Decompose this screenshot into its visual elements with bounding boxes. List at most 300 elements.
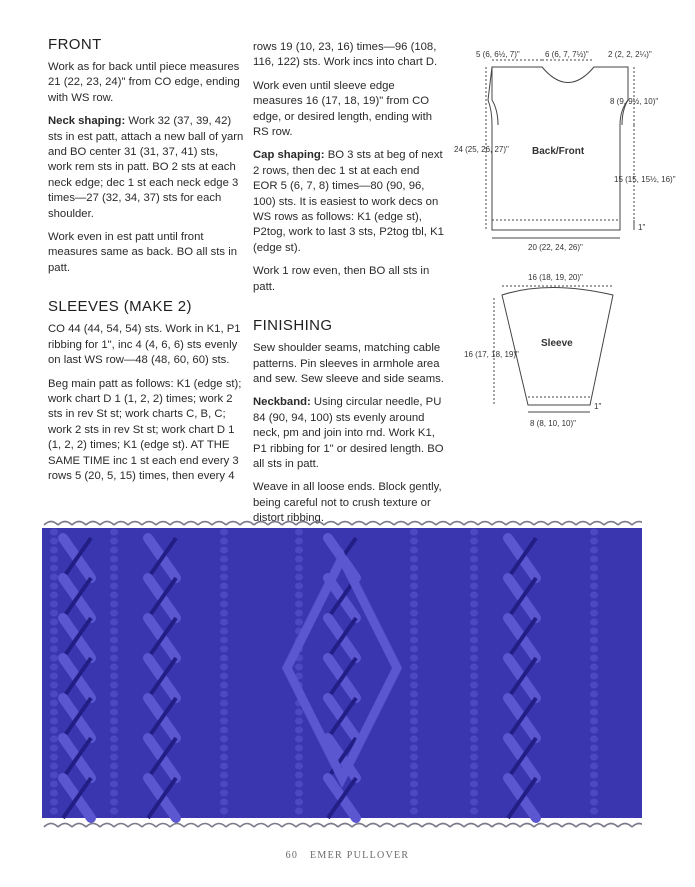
rope-twist xyxy=(394,824,408,828)
rib-stitch xyxy=(590,763,598,770)
rib-stitch xyxy=(110,574,118,581)
rib-stitch xyxy=(410,565,418,572)
rope-twist xyxy=(604,522,618,526)
rib-stitch xyxy=(410,673,418,680)
rib-stitch xyxy=(295,709,303,716)
rib-stitch xyxy=(295,790,303,797)
rib-stitch xyxy=(590,646,598,653)
rib-stitch xyxy=(50,637,58,644)
knit-swatch-photo xyxy=(42,518,642,830)
rib-stitch xyxy=(590,718,598,725)
rib-stitch xyxy=(410,754,418,761)
rib-stitch xyxy=(110,709,118,716)
rope-twist xyxy=(618,824,632,828)
rib-stitch xyxy=(590,808,598,815)
rib-stitch xyxy=(470,682,478,689)
rib-stitch xyxy=(295,727,303,734)
neckband-label: Neckband: xyxy=(253,396,311,409)
rope-twist xyxy=(562,522,576,526)
rib-stitch xyxy=(220,592,228,599)
rib-stitch xyxy=(470,700,478,707)
rope-twist xyxy=(562,824,576,828)
rib-stitch xyxy=(110,736,118,743)
rib-stitch xyxy=(110,601,118,608)
rib-stitch xyxy=(50,592,58,599)
rib-stitch xyxy=(410,736,418,743)
rib-stitch xyxy=(110,673,118,680)
rib-stitch xyxy=(590,700,598,707)
rib-stitch xyxy=(220,754,228,761)
rib-stitch xyxy=(410,727,418,734)
rope-twist xyxy=(352,522,366,526)
rib-stitch xyxy=(590,538,598,545)
rib-stitch xyxy=(110,637,118,644)
rope-twist xyxy=(422,824,436,828)
rib-stitch xyxy=(410,646,418,653)
rope-twist xyxy=(436,824,450,828)
rib-stitch xyxy=(110,691,118,698)
rope-twist xyxy=(268,522,282,526)
rib-stitch xyxy=(470,781,478,788)
cuff-label: 8 (8, 10, 10)" xyxy=(530,419,576,428)
rib-stitch xyxy=(110,529,118,536)
rib-stitch xyxy=(50,601,58,608)
rib-stitch xyxy=(110,772,118,779)
rib-stitch xyxy=(590,664,598,671)
rib-stitch xyxy=(410,592,418,599)
rib-stitch xyxy=(220,619,228,626)
rib-stitch xyxy=(470,718,478,725)
length-label: 24 (25, 26, 27)" xyxy=(454,145,509,154)
rib-stitch xyxy=(590,583,598,590)
rope-twist xyxy=(478,824,492,828)
rib-stitch xyxy=(295,781,303,788)
sleeve-schematic xyxy=(494,286,613,412)
sleeves-heading: SLEEVES (MAKE 2) xyxy=(48,298,192,316)
rope-twist xyxy=(128,824,142,828)
neck-shaping-label: Neck shaping: xyxy=(48,115,126,128)
rib-stitch xyxy=(50,673,58,680)
sleeve-length-label: 16 (17, 18, 19)" xyxy=(464,350,519,359)
rib-stitch xyxy=(470,547,478,554)
rib-stitch xyxy=(295,574,303,581)
rope-twist xyxy=(58,824,72,828)
rope-twist xyxy=(128,522,142,526)
rib-stitch xyxy=(110,790,118,797)
rope-twist xyxy=(534,824,548,828)
rib-stitch xyxy=(470,790,478,797)
rope-twist xyxy=(506,522,520,526)
rope-twist xyxy=(380,522,394,526)
neckband-text: Using circular needle, PU 84 (90, 94, 100) sts evenly around neck, pm and join into rnd. Work K1, P1 ribbing for 1" or desired length. BO all sts in patt. xyxy=(253,396,444,470)
rib-stitch xyxy=(410,628,418,635)
rib-stitch xyxy=(50,727,58,734)
rope-twist xyxy=(506,824,520,828)
page-number: 60 xyxy=(285,850,299,861)
rope-twist xyxy=(534,522,548,526)
rib-stitch xyxy=(590,682,598,689)
rib-stitch xyxy=(50,583,58,590)
rib-stitch xyxy=(295,601,303,608)
rib-stitch xyxy=(295,664,303,671)
rib-stitch xyxy=(590,790,598,797)
cap-shaping-label: Cap shaping: xyxy=(253,149,325,162)
rope-twist xyxy=(380,824,394,828)
rib-stitch xyxy=(410,547,418,554)
swatch-image xyxy=(42,518,642,830)
rope-twist xyxy=(282,824,296,828)
front-heading: FRONT xyxy=(48,36,102,53)
rib-stitch xyxy=(110,781,118,788)
rib-stitch xyxy=(110,718,118,725)
rib-stitch xyxy=(220,790,228,797)
rib-stitch xyxy=(470,619,478,626)
rope-twist xyxy=(548,824,562,828)
rope-twist xyxy=(394,522,408,526)
rib-stitch xyxy=(220,601,228,608)
rib-stitch xyxy=(220,808,228,815)
body-title: Back/Front xyxy=(532,146,585,157)
rib-stitch xyxy=(295,808,303,815)
rope-twist xyxy=(226,522,240,526)
rope-twist xyxy=(310,522,324,526)
rib-stitch xyxy=(590,601,598,608)
rib-stitch xyxy=(410,601,418,608)
armhole-curve-right xyxy=(622,67,628,125)
rope-twist xyxy=(142,522,156,526)
rib-stitch xyxy=(50,790,58,797)
rib-stitch xyxy=(590,691,598,698)
rib-stitch xyxy=(50,682,58,689)
rope-twist xyxy=(58,522,72,526)
neck-shaping-text: Work 32 (37, 39, 42) sts in est patt, attach a new ball of yarn and BO center 31 (31, 37, 41) sts, work rem sts in patt. BO 2 sts at each neck edge; dec 1 st each neck edge 3 times—27 (32, 34, 37) sts for each shoulder. xyxy=(48,115,244,220)
rib-stitch xyxy=(410,610,418,617)
rope-twist xyxy=(408,824,422,828)
rope-twist xyxy=(576,522,590,526)
rope-twist xyxy=(604,824,618,828)
rib-stitch xyxy=(470,799,478,806)
body-rib-label: 1" xyxy=(638,223,646,232)
rib-stitch xyxy=(220,529,228,536)
rope-twist xyxy=(114,522,128,526)
rib-stitch xyxy=(110,754,118,761)
rib-stitch xyxy=(50,556,58,563)
rib-stitch xyxy=(220,709,228,716)
rib-stitch xyxy=(410,718,418,725)
rope-twist xyxy=(212,522,226,526)
rib-stitch xyxy=(470,592,478,599)
rib-stitch xyxy=(295,754,303,761)
rib-stitch xyxy=(220,574,228,581)
rope-border-top xyxy=(44,522,642,526)
rope-twist xyxy=(520,522,534,526)
rib-stitch xyxy=(470,628,478,635)
rib-stitch xyxy=(110,700,118,707)
rib-stitch xyxy=(590,673,598,680)
rope-twist xyxy=(198,824,212,828)
sleeve-paragraph-cont: rows 19 (10, 23, 16) times—96 (108, 116, 122) sts. Work incs into chart D. xyxy=(253,41,438,69)
rib-stitch xyxy=(50,808,58,815)
rib-stitch xyxy=(50,745,58,752)
rib-stitch xyxy=(590,574,598,581)
rope-twist xyxy=(156,824,170,828)
rib-stitch xyxy=(410,637,418,644)
rib-stitch xyxy=(295,763,303,770)
rib-stitch xyxy=(590,745,598,752)
rib-stitch xyxy=(295,745,303,752)
rib-stitch xyxy=(110,745,118,752)
rib-stitch xyxy=(220,682,228,689)
rope-twist xyxy=(254,824,268,828)
rib-stitch xyxy=(470,610,478,617)
rib-stitch xyxy=(590,754,598,761)
rope-twist xyxy=(548,522,562,526)
rib-stitch xyxy=(590,655,598,662)
rib-stitch xyxy=(590,592,598,599)
rib-stitch xyxy=(110,565,118,572)
finishing-paragraph-3: Weave in all loose ends. Block gently, being careful not to crush texture or distort ribbing. xyxy=(253,481,442,525)
rib-stitch xyxy=(220,781,228,788)
armhole-curve-left xyxy=(492,67,498,125)
rib-stitch xyxy=(590,565,598,572)
rib-stitch xyxy=(220,727,228,734)
rib-stitch xyxy=(590,556,598,563)
rib-stitch xyxy=(50,709,58,716)
finishing-heading: FINISHING xyxy=(253,317,333,335)
neck-depth-label: 2 (2, 2, 2¼)" xyxy=(608,50,652,59)
rib-stitch xyxy=(590,727,598,734)
rope-twist xyxy=(44,824,58,828)
rib-stitch xyxy=(410,772,418,779)
rope-twist xyxy=(436,522,450,526)
rib-stitch xyxy=(410,583,418,590)
rib-stitch xyxy=(470,745,478,752)
rib-stitch xyxy=(590,799,598,806)
rope-twist xyxy=(632,824,642,828)
rope-twist xyxy=(184,824,198,828)
rope-twist xyxy=(338,824,352,828)
rope-twist xyxy=(184,522,198,526)
rib-stitch xyxy=(410,691,418,698)
rope-twist xyxy=(338,522,352,526)
rope-border-bottom xyxy=(44,824,642,828)
front-paragraph-1: Work as for back until piece measures 21 (22, 23, 24)" from CO edge, ending with WS row. xyxy=(48,61,240,104)
rib-stitch xyxy=(590,628,598,635)
page-footer xyxy=(0,850,695,861)
rib-stitch xyxy=(295,538,303,545)
neck-label: 6 (6, 7, 7½)" xyxy=(545,50,589,59)
rope-twist xyxy=(86,522,100,526)
rope-twist xyxy=(366,522,380,526)
width-label: 20 (22, 24, 26)" xyxy=(528,243,583,252)
rib-stitch xyxy=(220,610,228,617)
front-paragraph-3: Work even in est patt until front measures same as back. BO all sts in patt. xyxy=(48,231,237,274)
rib-stitch xyxy=(470,556,478,563)
rope-twist xyxy=(86,824,100,828)
rib-stitch xyxy=(50,628,58,635)
neck-shaping-paragraph xyxy=(48,114,244,222)
rib-stitch xyxy=(470,574,478,581)
rib-stitch xyxy=(110,538,118,545)
sleeve-rib-label: 1" xyxy=(594,402,602,411)
rope-twist xyxy=(352,824,366,828)
rib-stitch xyxy=(220,538,228,545)
rope-twist xyxy=(520,824,534,828)
rope-twist xyxy=(296,522,310,526)
rib-stitch xyxy=(220,763,228,770)
rib-stitch xyxy=(410,763,418,770)
rib-stitch xyxy=(220,556,228,563)
rib-stitch xyxy=(295,772,303,779)
rib-stitch xyxy=(295,556,303,563)
rib-stitch xyxy=(50,538,58,545)
rib-stitch xyxy=(590,619,598,626)
rib-stitch xyxy=(470,565,478,572)
rib-stitch xyxy=(590,709,598,716)
rib-stitch xyxy=(50,565,58,572)
rope-twist xyxy=(632,522,642,526)
rib-stitch xyxy=(50,781,58,788)
rib-stitch xyxy=(110,682,118,689)
rib-stitch xyxy=(50,772,58,779)
rib-stitch xyxy=(590,547,598,554)
rib-stitch xyxy=(470,601,478,608)
rope-twist xyxy=(618,522,632,526)
rib-stitch xyxy=(410,556,418,563)
cap-shaping-text: BO 3 sts at beg of next 2 rows, then dec 1 st at each end EOR 5 (6, 7, 8) times—80 (90, 96, 100) sts. It is easiest to work decs on WS rows as follows: K1 (edge st), P2tog, work to last 3 sts, P2tog tbl, K1 (edge st). xyxy=(253,149,444,254)
rope-twist xyxy=(464,824,478,828)
rib-stitch xyxy=(470,538,478,545)
rib-stitch xyxy=(410,700,418,707)
rope-twist xyxy=(226,824,240,828)
rib-stitch xyxy=(50,700,58,707)
rib-stitch xyxy=(110,556,118,563)
rib-stitch xyxy=(220,691,228,698)
rib-stitch xyxy=(220,673,228,680)
rib-stitch xyxy=(110,592,118,599)
finishing-paragraph-1: Sew shoulder seams, matching cable patterns. Pin sleeves in armhole area and sew. Sew sleeve and side seams. xyxy=(253,342,444,385)
rope-twist xyxy=(142,824,156,828)
rib-stitch xyxy=(110,583,118,590)
rib-stitch xyxy=(110,547,118,554)
rib-stitch xyxy=(220,655,228,662)
rope-twist xyxy=(240,824,254,828)
rope-twist xyxy=(366,824,380,828)
sleeves-paragraph-1: CO 44 (44, 54, 54) sts. Work in K1, P1 ribbing for 1", inc 4 (4, 6, 6) sts evenly on last WS row—48 (48, 60, 60) sts. xyxy=(48,323,241,367)
rope-twist xyxy=(450,824,464,828)
rib-stitch xyxy=(220,745,228,752)
rib-stitch xyxy=(470,664,478,671)
sleeve-title: Sleeve xyxy=(541,338,573,349)
rope-twist xyxy=(324,522,338,526)
rib-stitch xyxy=(470,727,478,734)
rope-twist xyxy=(254,522,268,526)
rope-twist xyxy=(310,824,324,828)
rope-twist xyxy=(212,824,226,828)
neckband-paragraph xyxy=(253,395,445,472)
rope-twist xyxy=(422,522,436,526)
rib-stitch xyxy=(410,799,418,806)
rib-stitch xyxy=(50,610,58,617)
rib-stitch xyxy=(470,637,478,644)
rib-stitch xyxy=(50,799,58,806)
rib-stitch xyxy=(220,637,228,644)
rib-stitch xyxy=(410,664,418,671)
sleeves-paragraph-2: Beg main patt as follows: K1 (edge st); work chart D 1 (1, 2, 2) times; work 2 sts in rev St st; work charts C, B, C; work 2 sts in rev St st; work chart D 1 (1, 2, 2) times; K1 (edge st). AT THE SAME TIME inc 1 st each end every 3 rows 5 (20, 5, 15) times, then every 4 xyxy=(48,377,242,482)
rib-stitch xyxy=(410,538,418,545)
rib-stitch xyxy=(220,664,228,671)
rope-twist xyxy=(492,522,506,526)
rope-twist xyxy=(282,522,296,526)
rib-stitch xyxy=(295,610,303,617)
rope-twist xyxy=(240,522,254,526)
rib-stitch xyxy=(50,619,58,626)
rope-twist xyxy=(268,824,282,828)
rib-stitch xyxy=(110,619,118,626)
rib-stitch xyxy=(220,700,228,707)
rib-stitch xyxy=(295,583,303,590)
rib-stitch xyxy=(220,799,228,806)
rib-stitch xyxy=(470,754,478,761)
rib-stitch xyxy=(410,745,418,752)
rope-twist xyxy=(464,522,478,526)
rib-stitch xyxy=(50,529,58,536)
rib-stitch xyxy=(470,583,478,590)
rib-stitch xyxy=(590,529,598,536)
rib-stitch xyxy=(410,709,418,716)
rib-stitch xyxy=(50,646,58,653)
cap-shaping-paragraph xyxy=(253,148,445,256)
rib-stitch xyxy=(410,574,418,581)
rope-twist xyxy=(100,522,114,526)
rib-stitch xyxy=(470,808,478,815)
rib-stitch xyxy=(110,610,118,617)
rib-stitch xyxy=(50,718,58,725)
rope-twist xyxy=(478,522,492,526)
rope-twist xyxy=(100,824,114,828)
rib-stitch xyxy=(295,592,303,599)
rib-stitch xyxy=(410,790,418,797)
rib-stitch xyxy=(295,799,303,806)
rib-stitch xyxy=(50,655,58,662)
rib-stitch xyxy=(590,736,598,743)
rib-stitch xyxy=(590,610,598,617)
rib-stitch xyxy=(295,529,303,536)
rib-stitch xyxy=(50,763,58,770)
rib-stitch xyxy=(220,547,228,554)
rib-stitch xyxy=(295,619,303,626)
rib-stitch xyxy=(110,628,118,635)
rib-stitch xyxy=(220,736,228,743)
armhole-label: 8 (9, 9½, 10)" xyxy=(610,97,659,106)
rope-twist xyxy=(72,522,86,526)
rib-stitch xyxy=(50,736,58,743)
rope-twist xyxy=(44,522,58,526)
rope-twist xyxy=(156,522,170,526)
rib-stitch xyxy=(410,655,418,662)
rope-twist xyxy=(198,522,212,526)
rib-stitch xyxy=(470,691,478,698)
rope-twist xyxy=(170,522,184,526)
rib-stitch xyxy=(110,808,118,815)
rib-stitch xyxy=(410,781,418,788)
rib-stitch xyxy=(110,664,118,671)
rib-stitch xyxy=(295,547,303,554)
rope-twist xyxy=(590,522,604,526)
rib-stitch xyxy=(410,682,418,689)
rib-stitch xyxy=(295,565,303,572)
rib-stitch xyxy=(470,655,478,662)
